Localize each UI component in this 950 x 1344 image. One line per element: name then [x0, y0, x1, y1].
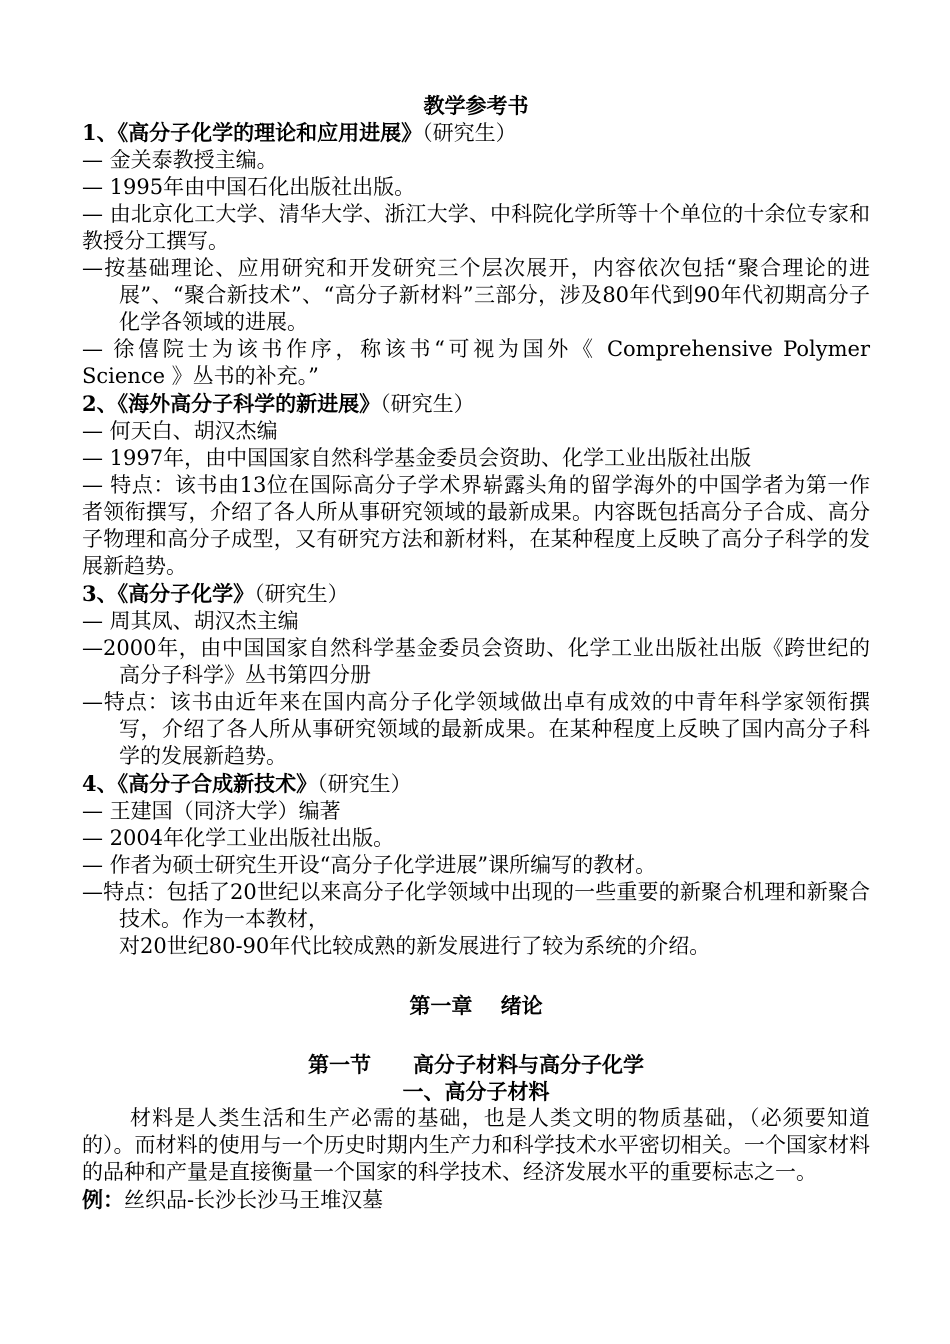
example-label: 例： [82, 1187, 124, 1212]
book-audience-tag: （研究生） [317, 772, 412, 796]
book-line: —特点：包括了20世纪以来高分子化学领域中出现的一些重要的新聚合机理和新聚合技术。作为一本教材， [82, 880, 870, 931]
book-title: 1、《高分子化学的理论和应用进展》 [82, 120, 423, 145]
book-line: — 1997年，由中国国家自然科学基金委员会资助、化学工业出版社出版 [82, 446, 752, 470]
book-heading [82, 770, 870, 798]
example-text: 丝织品-长沙长沙马王堆汉墓 [124, 1188, 384, 1212]
example-line [82, 1186, 870, 1214]
chapter-heading: 第一章 绪论 [409, 993, 543, 1018]
document-title: 教学参考书 [423, 93, 529, 118]
book-line: — 何天白、胡汉杰编 [82, 419, 278, 443]
book-line: 对20世纪80-90年代比较成熟的新发展进行了较为系统的介绍。 [119, 934, 711, 958]
book-line: — 金关泰教授主编。 [82, 148, 278, 172]
book-title: 4、《高分子合成新技术》 [82, 771, 318, 796]
book-2 [82, 390, 870, 580]
book-line: —按基础理论、应用研究和开发研究三个层次展开，内容依次包括“聚合理论的进展”、“聚合新技术”、“高分子新材料”三部分，涉及80年代到90年代初期高分子化学各领域的进展。 [82, 256, 870, 334]
book-1 [82, 119, 870, 390]
book-line: —特点：该书由近年来在国内高分子化学领域做出卓有成效的中青年科学家领衔撰写，介绍了各人所从事研究领域的最新成果。在某种程度上反映了国内高分子科学的发展新趋势。 [82, 690, 870, 768]
book-line: — 由北京化工大学、清华大学、浙江大学、中科院化学所等十个单位的十余位专家和教授分工撰写。 [82, 202, 870, 253]
book-line: — 2004年化学工业出版社出版。 [82, 826, 395, 850]
book-line: — 周其凤、胡汉杰主编 [82, 609, 299, 633]
book-heading [82, 390, 870, 418]
book-line: — 王建国（同济大学）编著 [82, 799, 341, 823]
book-line: — 1995年由中国石化出版社出版。 [82, 175, 416, 199]
body-paragraph: 材料是人类生活和生产必需的基础，也是人类文明的物质基础，（必须要知道的）。而材料的使用与一个历史时期内生产力和科学技术水平密切相关。一个国家材料的品种和产量是直接衡量一个国家的科学技术、经济发展水平的重要标志之一。 [82, 1106, 870, 1184]
book-audience-tag: （研究生） [380, 392, 475, 416]
book-4 [82, 770, 870, 960]
book-line: —2000年，由中国国家自然科学基金委员会资助、化学工业出版社出版《跨世纪的高分子科学》丛书第四分册 [82, 636, 870, 687]
document-page [82, 92, 870, 1214]
book-3 [82, 580, 870, 770]
section-heading: 第一节 高分子材料与高分子化学 [308, 1052, 644, 1077]
book-heading [82, 580, 870, 608]
book-line: — 徐僖院士为该书作序，称该书“可视为国外《 Comprehensive Polymer Science 》丛书的补充。” [82, 337, 870, 388]
book-line: — 特点：该书由13位在国际高分子学术界崭露头角的留学海外的中国学者为第一作者领衔撰写，介绍了各人所从事研究领域的最新成果。内容既包括高分子合成、高分子物理和高分子成型，又有研究方法和新材料，在某种程度上反映了高分子科学的发展新趋势。 [82, 473, 870, 578]
book-audience-tag: （研究生） [422, 121, 517, 145]
book-title: 2、《海外高分子科学的新进展》 [82, 391, 381, 416]
book-heading [82, 119, 870, 147]
book-audience-tag: （研究生） [254, 582, 349, 606]
book-title: 3、《高分子化学》 [82, 581, 255, 606]
book-line: — 作者为硕士研究生开设“高分子化学进展”课所编写的教材。 [82, 853, 657, 877]
subsection-heading: 一、高分子材料 [402, 1079, 550, 1104]
